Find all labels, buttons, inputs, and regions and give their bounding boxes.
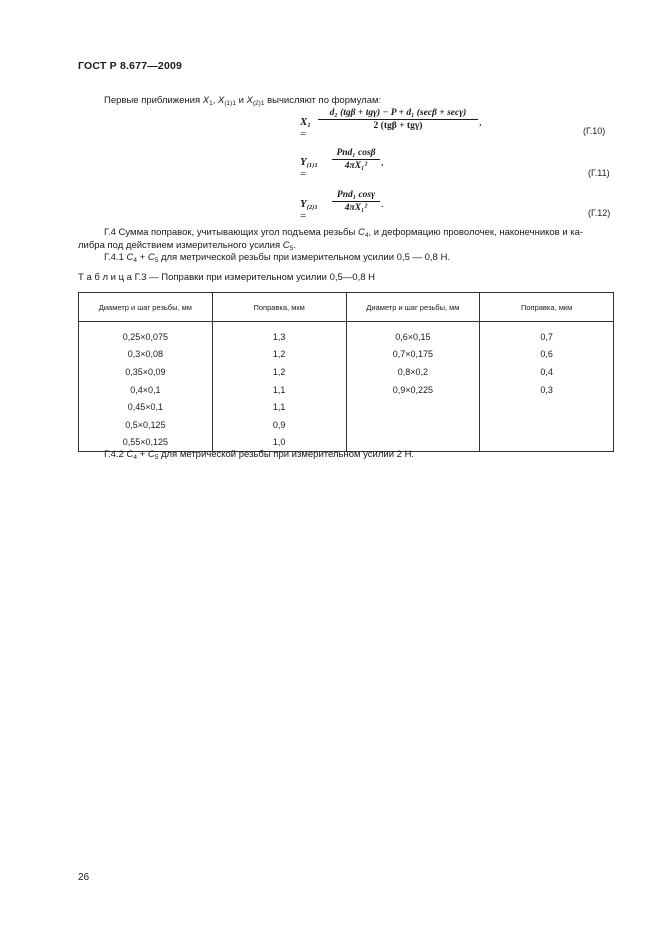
formula-g11-numerator: Pnd₁ cosβ (336, 148, 376, 158)
header-correction-2: Поправка, мкм (480, 293, 614, 322)
header-diameter-2: Диаметр и шаг резьбы, мм (346, 293, 480, 322)
table-header-row (79, 293, 614, 322)
header-diameter-1: Диаметр и шаг резьбы, мм (79, 293, 213, 322)
equation-number-g12: (Г.12) (588, 208, 611, 218)
table-row: 0,4×0,1 1,1 0,9×0,225 0,3 (79, 381, 614, 399)
table-row: 0,3×0,08 1,2 0,7×0,175 0,6 (79, 346, 614, 364)
section-g4-line2: либра под действием измерительного усилия $C_5$. (78, 240, 296, 252)
equation-number-g10: (Г.10) (583, 126, 606, 136)
section-g4-2: Г.4.2 $C_4 + C_5$ для метрической резьбы при измерительном усилии 2 Н. (104, 449, 415, 461)
document-header: ГОСТ Р 8.677—2009 (78, 60, 183, 72)
table-row: 0,25×0,075 1,3 0,6×0,15 0,7 (79, 322, 614, 346)
header-correction-1: Поправка, мкм (212, 293, 346, 322)
corrections-table (78, 292, 614, 452)
equation-number-g11: (Г.11) (588, 168, 610, 178)
intro-paragraph: Первые приближения $X_1$, $X_{(1)1}$ и $X_{(2)1}$ вычисляют по формулам: (104, 95, 382, 107)
formula-g11-denominator: 4πX₁² (344, 161, 368, 171)
formula-g10-denominator: 2 (tgβ + tgγ) (373, 121, 423, 131)
formula-g12-denominator: 4πX₁² (344, 203, 368, 213)
table-row: 0,55×0,125 1,0 (79, 434, 614, 452)
page-number: 26 (78, 872, 90, 883)
table-row: 0,45×0,1 1,1 (79, 398, 614, 416)
section-g4-1: Г.4.1 $C_4 + C_5$ для метрической резьбы при измерительном усилии 0,5 — 0,8 Н. (104, 252, 450, 264)
table-row: 0,5×0,125 0,9 (79, 416, 614, 434)
table-caption: Т а б л и ц а Г.3 — Поправки при измерительном усилии 0,5—0,8 Н (78, 272, 376, 283)
formula-g10-numerator: d₂ (tgβ + tgγ) − P + d₁ (secβ + secγ) (329, 108, 467, 118)
formula-g12-numerator: Pnd₁ cosγ (336, 190, 376, 200)
section-g4-line1: Г.4 Сумма поправок, учитывающих угол подъема резьбы $C_4$, и деформацию проволочек, наконечников и ка- (104, 227, 584, 239)
table-row: 0,35×0,09 1,2 0,8×0,2 0,4 (79, 363, 614, 381)
